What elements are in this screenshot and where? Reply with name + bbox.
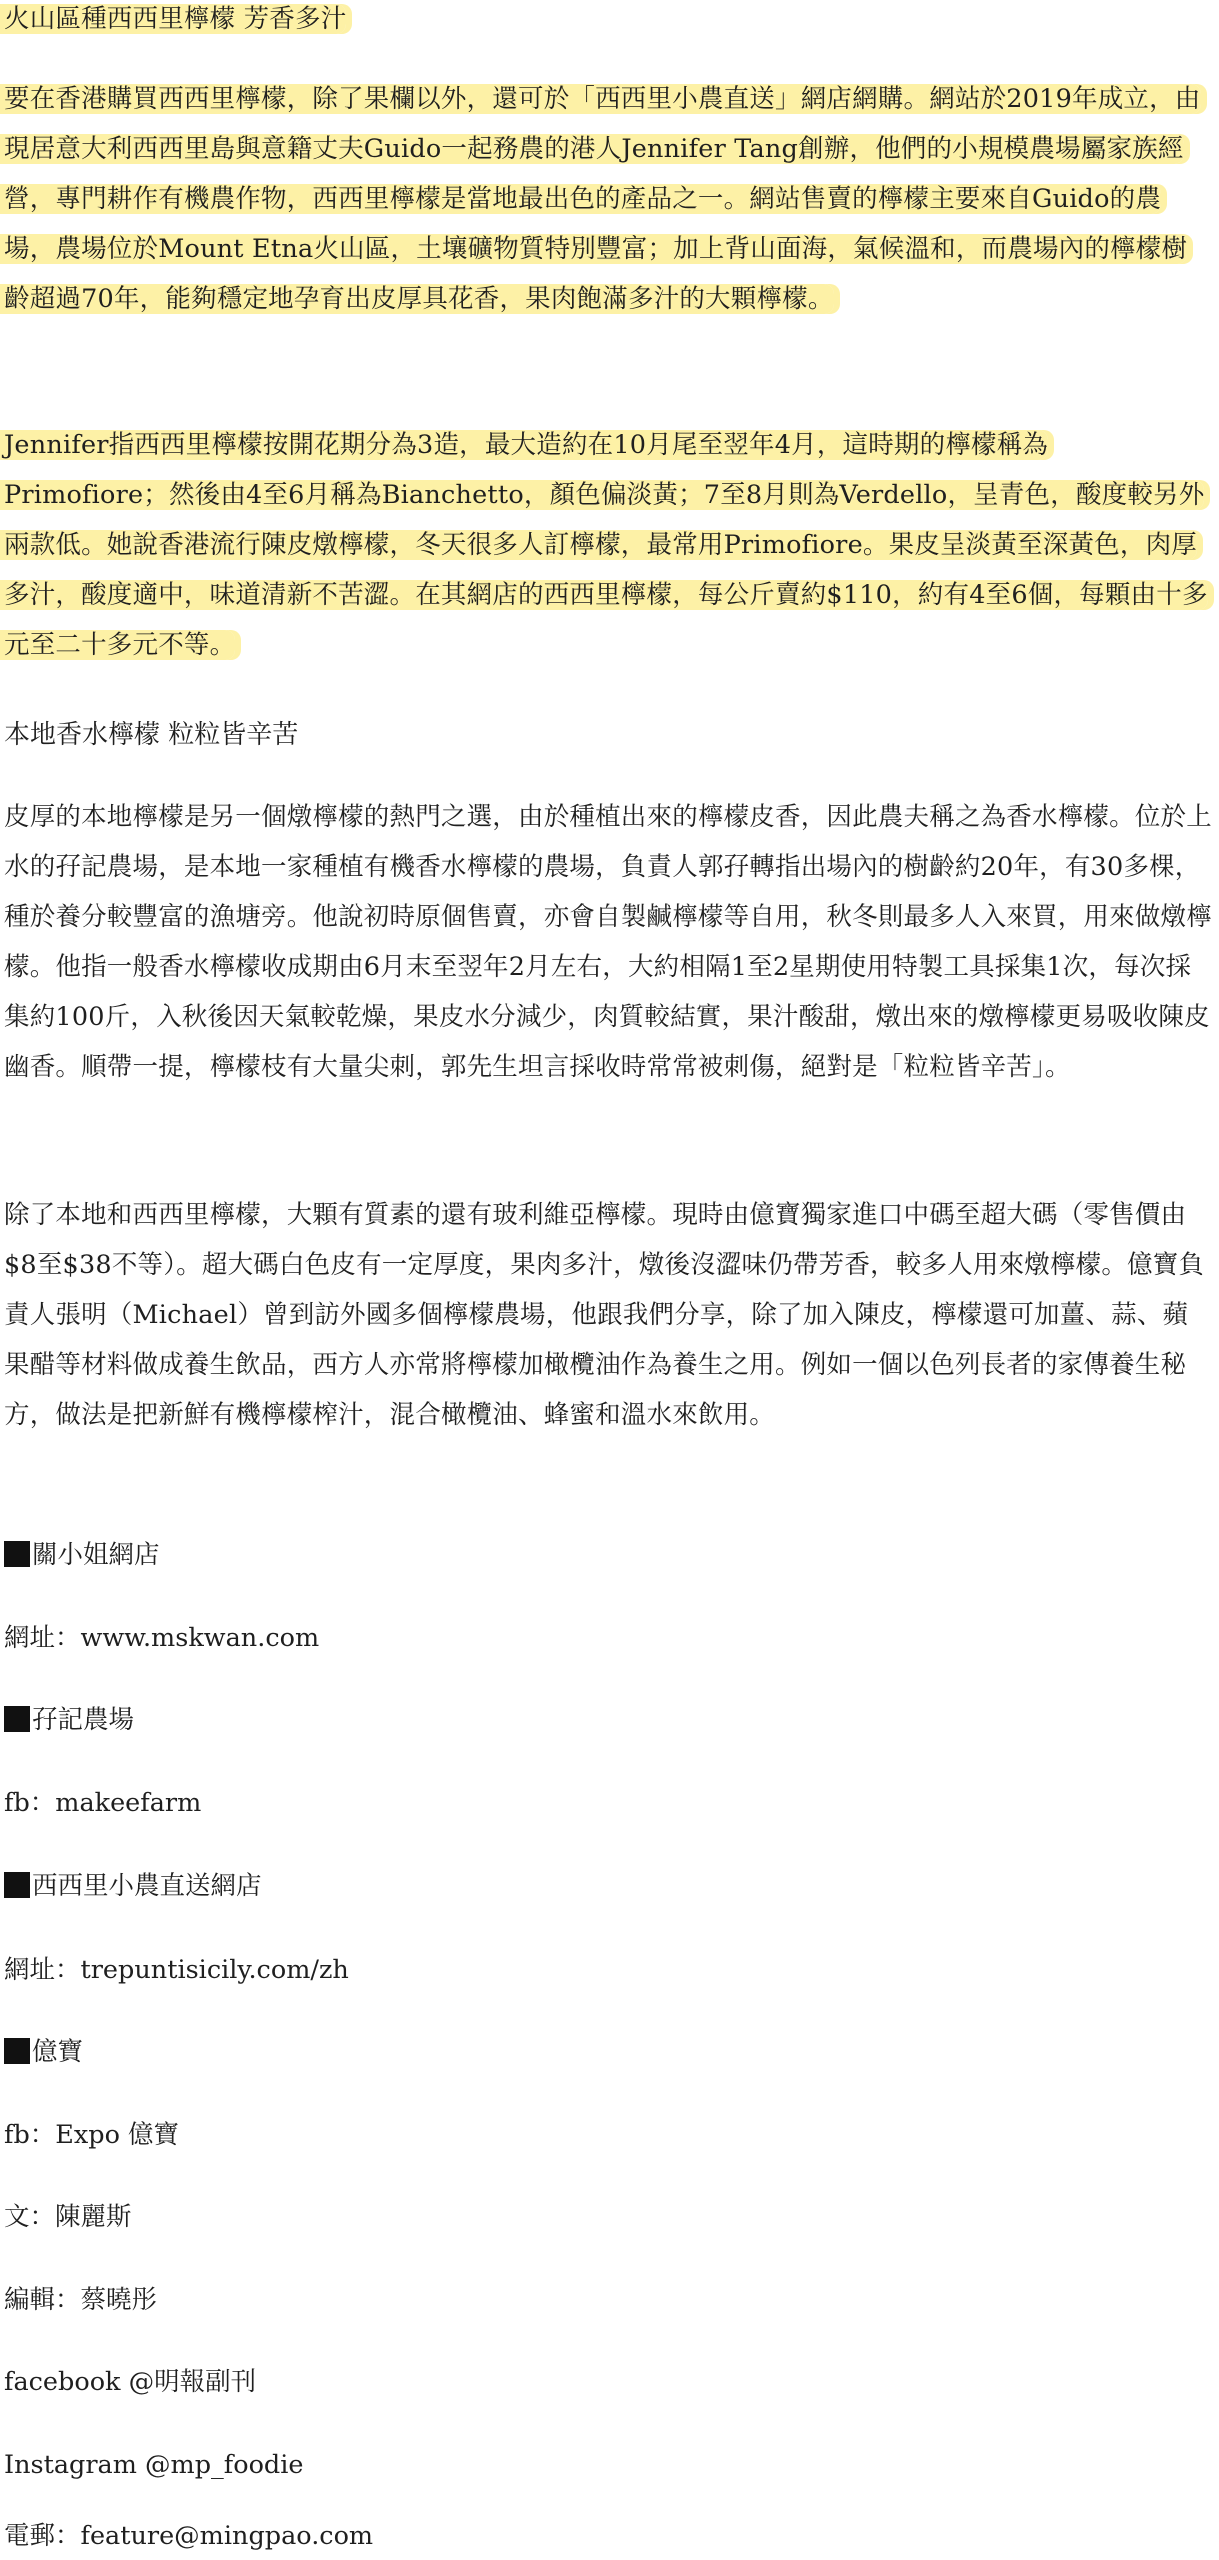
paragraph-sicily-2-text: Jennifer指西西里檸檬按開花期分為3造，最大造約在10月尾至翌年4月，這時期的檸檬稱為Primofiore；然後由4至6月稱為Bianchetto，顏色偏淡黃；7至8月則為Verdello，呈青色，酸度較另外兩款低。她說香港流行陳皮燉檸檬，冬天很多人訂檸檬，最常用Primofiore。果皮呈淡黃至深黃色，肉厚多汁，酸度適中，味道清新不苦澀。在其網店的西西里檸檬，每公斤賣約$110，約有4至6個，每顆由十多元至二十多元不等。 [4, 430, 1208, 660]
contact-shop3-name-text: 西西里小農直送網店 [32, 1871, 262, 1901]
contact-shop1-name-text: 關小姐網店 [32, 1540, 160, 1570]
black-square-icon [4, 1872, 30, 1898]
paragraph-bolivia-lemon [4, 1190, 1212, 1440]
subheading-local-lemon: 本地香水檸檬 粒粒皆辛苦 [4, 720, 299, 750]
paragraph-sicily-1-text: 要在香港購買西西里檸檬，除了果欄以外，還可於「西西里小農直送」網店網購。網站於2019年成立，由現居意大利西西里島與意籍丈夫Guido一起務農的港人Jennifer Tang創辦，他們的小規模農場屬家族經營，專門耕作有機農作物，西西里檸檬是當地最出色的產品之一。網站售賣的檸檬主要來自Guido的農場，農場位於Mount Etna火山區，土壤礦物質特別豐富；加上背山面海，氣候溫和，而農場內的檸檬樹齡超過70年，能夠穩定地孕育出皮厚具花香，果肉飽滿多汁的大顆檸檬。 [4, 84, 1201, 314]
contact-shop1-name [4, 1535, 160, 1575]
contact-shop2-name [4, 1700, 134, 1740]
credit-writer: 文：陳麗斯 [4, 2202, 132, 2232]
contact-shop4-info: fb：Expo 億寶 [4, 2120, 180, 2150]
paragraph-local-lemon [4, 792, 1212, 1092]
credit-facebook: facebook @明報副刊 [4, 2367, 257, 2397]
contact-shop4-name-text: 億寶 [32, 2037, 84, 2067]
paragraph-sicily-1 [4, 74, 1212, 324]
contact-shop2-name-text: 孖記農場 [32, 1705, 135, 1735]
black-square-icon [4, 1541, 30, 1567]
contact-shop3-name [4, 1866, 262, 1906]
paragraph-sicily-2 [4, 420, 1212, 670]
article-title [4, 0, 1212, 44]
contact-shop3-info: 網址：trepuntisicily.com/zh [4, 1955, 349, 1985]
credit-editor: 編輯：蔡曉彤 [4, 2285, 158, 2315]
paragraph-local-lemon-text: 皮厚的本地檸檬是另一個燉檸檬的熱門之選，由於種植出來的檸檬皮香，因此農夫稱之為香水檸檬。位於上水的孖記農場，是本地一家種植有機香水檸檬的農場，負責人郭孖轉指出場內的樹齡約20年，有30多棵，種於養分較豐富的漁塘旁。他說初時原個售賣，亦會自製鹹檸檬等自用，秋冬則最多人入來買，用來做燉檸檬。他指一般香水檸檬收成期由6月末至翌年2月左右，大約相隔1至2星期使用特製工具採集1次，每次採集約100斤，入秋後因天氣較乾燥，果皮水分減少，肉質較結實，果汁酸甜，燉出來的燉檸檬更易吸收陳皮幽香。順帶一提，檸檬枝有大量尖刺，郭先生坦言採收時常常被刺傷，絕對是「粒粒皆辛苦」。 [4, 802, 1212, 1082]
black-square-icon [4, 1706, 30, 1732]
contact-shop1-info: 網址：www.mskwan.com [4, 1623, 320, 1653]
black-square-icon [4, 2038, 30, 2064]
article-title-text: 火山區種西西里檸檬 芳香多汁 [4, 4, 347, 34]
credit-instagram: Instagram @mp_foodie [4, 2450, 304, 2480]
paragraph-bolivia-lemon-text: 除了本地和西西里檸檬，大顆有質素的還有玻利維亞檸檬。現時由億寶獨家進口中碼至超大碼（零售價由$8至$38不等）。超大碼白色皮有一定厚度，果肉多汁，燉後沒澀味仍帶芳香，較多人用來燉檸檬。億寶負責人張明（Michael）曾到訪外國多個檸檬農場，他跟我們分享，除了加入陳皮，檸檬還可加薑、蒜、蘋果醋等材料做成養生飲品，西方人亦常將檸檬加橄欖油作為養生之用。例如一個以色列長者的家傳養生秘方，做法是把新鮮有機檸檬榨汁，混合橄欖油、蜂蜜和溫水來飲用。 [4, 1200, 1205, 1430]
contact-shop4-name [4, 2032, 83, 2072]
credit-email: 電郵：feature@mingpao.com [4, 2521, 374, 2551]
contact-shop2-info: fb：makeefarm [4, 1788, 202, 1818]
